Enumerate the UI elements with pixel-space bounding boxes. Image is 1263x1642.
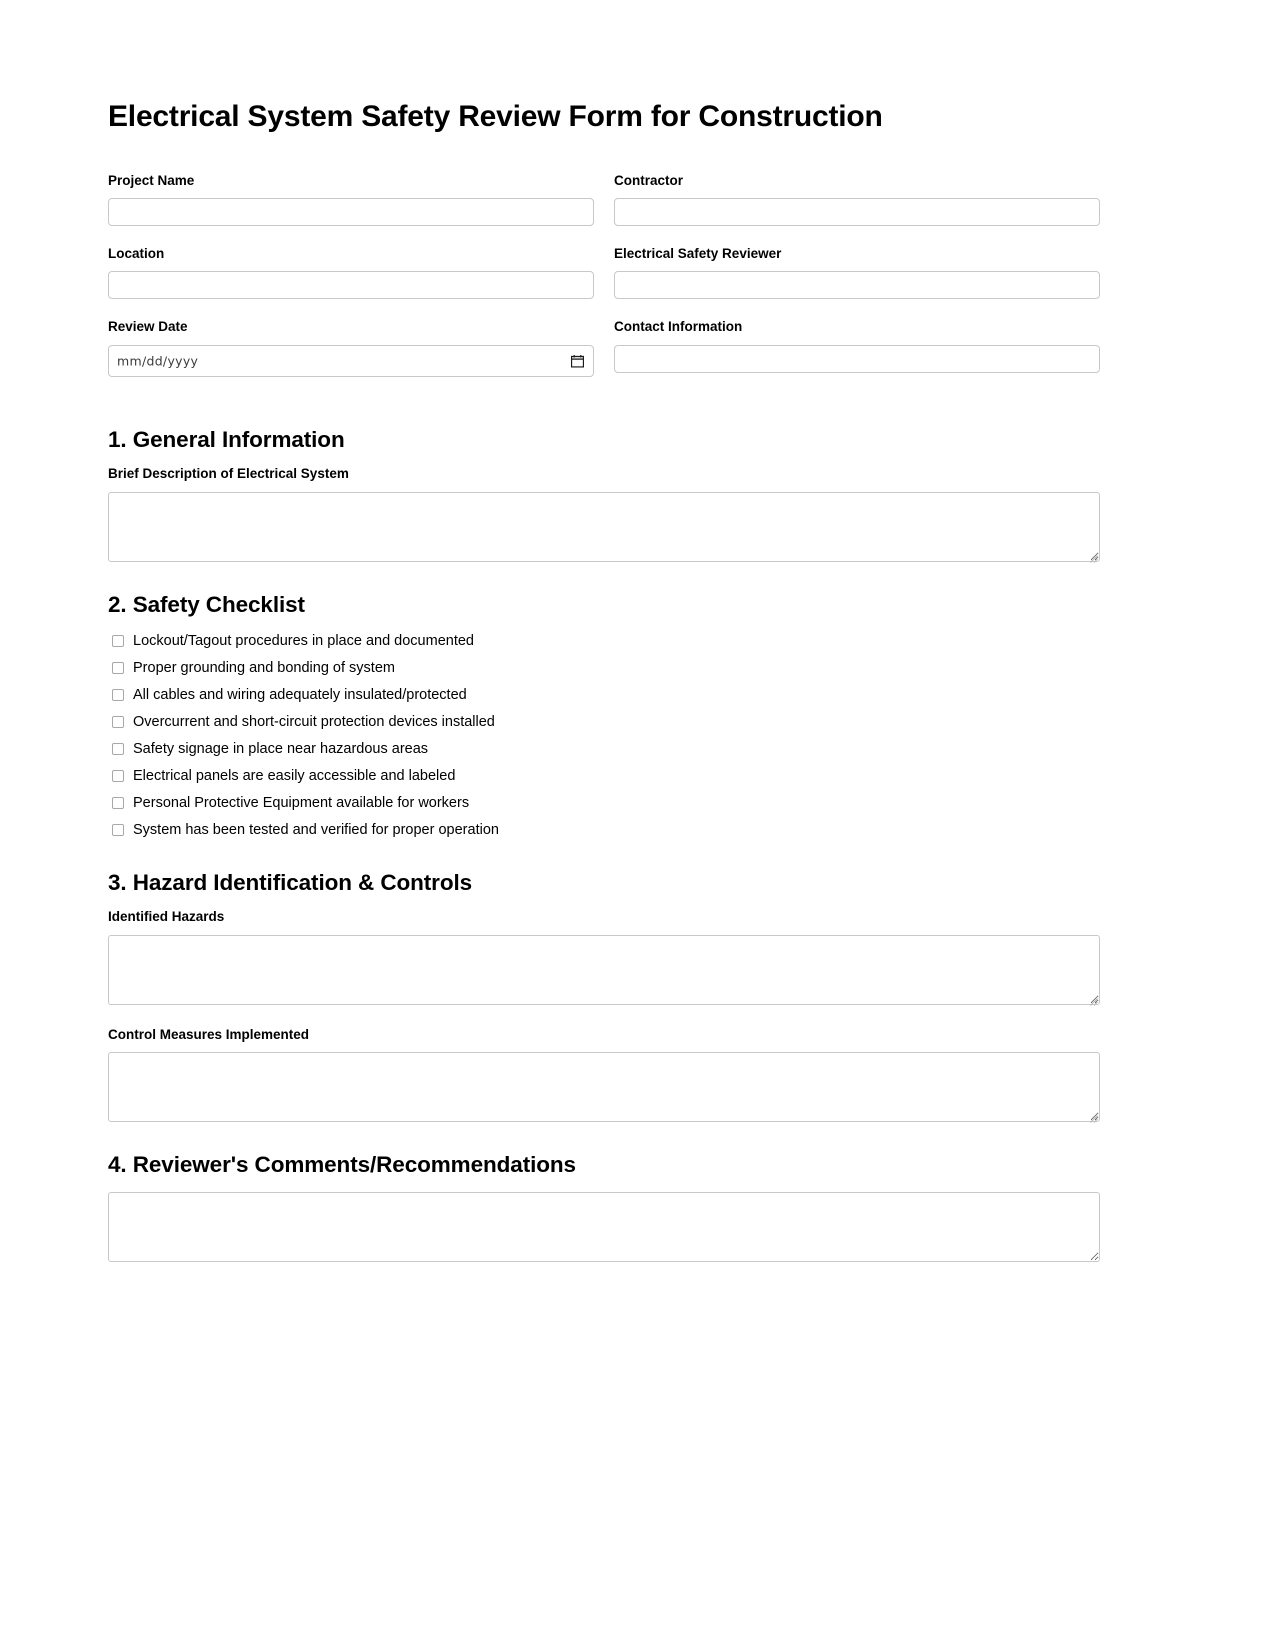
reviewer-comments-wrapper	[108, 1192, 1100, 1262]
reviewer-comments-textarea[interactable]	[108, 1192, 1100, 1262]
checklist-item	[108, 767, 1100, 785]
safety-checklist	[108, 632, 1100, 840]
checkbox-panels-accessible[interactable]	[112, 770, 124, 782]
contact-information-input[interactable]	[614, 345, 1100, 373]
checkbox-overcurrent-protection[interactable]	[112, 716, 124, 728]
checklist-item-label: All cables and wiring adequately insulated/protected	[133, 686, 467, 703]
field-label-review-date: Review Date	[108, 319, 188, 335]
checklist-item-label: Electrical panels are easily accessible and labeled	[133, 768, 456, 785]
checklist-item-label: Lockout/Tagout procedures in place and documented	[133, 632, 474, 649]
brief-description-textarea[interactable]	[108, 492, 1100, 562]
checklist-item-label: Personal Protective Equipment available for workers	[133, 795, 470, 812]
review-date-wrapper	[108, 345, 594, 377]
contractor-input[interactable]	[614, 198, 1100, 226]
checklist-item	[108, 659, 1100, 677]
checklist-item	[108, 632, 1100, 650]
field-review-date	[108, 319, 594, 376]
checklist-item	[108, 713, 1100, 731]
identified-hazards-textarea[interactable]	[108, 935, 1100, 1005]
form-content	[108, 100, 1100, 1262]
control-measures-wrapper	[108, 1052, 1100, 1122]
section-heading-safety-checklist: 2. Safety Checklist	[108, 591, 305, 617]
checklist-item-label: Proper grounding and bonding of system	[133, 659, 395, 676]
section-heading-hazard-identification: 3. Hazard Identification & Controls	[108, 869, 473, 895]
checkbox-cables-insulated[interactable]	[112, 689, 124, 701]
field-label-identified-hazards: Identified Hazards	[108, 909, 225, 925]
field-label-control-measures: Control Measures Implemented	[108, 1026, 310, 1042]
project-name-input[interactable]	[108, 198, 594, 226]
control-measures-textarea[interactable]	[108, 1052, 1100, 1122]
checklist-item-label: Overcurrent and short-circuit protection devices installed	[133, 713, 495, 730]
checkbox-system-tested[interactable]	[112, 824, 124, 836]
checklist-item-label: Safety signage in place near hazardous areas	[133, 741, 429, 757]
checklist-item	[108, 686, 1100, 704]
field-label-contractor: Contractor	[614, 173, 684, 188]
checklist-item	[108, 740, 1100, 758]
field-label-project-name: Project Name	[108, 173, 195, 188]
checklist-item	[108, 821, 1100, 839]
review-date-input[interactable]	[108, 345, 594, 377]
checkbox-ppe-available[interactable]	[112, 797, 124, 809]
field-contact-information	[614, 319, 1100, 376]
field-contractor	[614, 173, 1100, 226]
field-project-name	[108, 173, 594, 226]
electrical-safety-reviewer-input[interactable]	[614, 271, 1100, 299]
section-heading-general-information: 1. General Information	[108, 426, 345, 452]
page-title: Electrical System Safety Review Form for Construction	[108, 100, 883, 133]
field-location	[108, 246, 594, 299]
location-input[interactable]	[108, 271, 594, 299]
brief-description-wrapper	[108, 492, 1100, 562]
spacer	[108, 1005, 1100, 1027]
field-label-contact-information: Contact Information	[614, 319, 743, 335]
identified-hazards-wrapper	[108, 935, 1100, 1005]
header-fields-grid	[108, 173, 1100, 397]
field-label-brief-description: Brief Description of Electrical System	[108, 466, 349, 482]
checklist-item-label: System has been tested and verified for proper operation	[133, 822, 499, 839]
field-label-location: Location	[108, 246, 165, 262]
review-date-placeholder: mm/dd/yyyy	[117, 353, 199, 369]
checklist-item	[108, 794, 1100, 812]
field-electrical-safety-reviewer	[614, 246, 1100, 299]
checkbox-safety-signage[interactable]	[112, 743, 124, 755]
checkbox-lockout-tagout[interactable]	[112, 635, 124, 647]
field-label-electrical-safety-reviewer: Electrical Safety Reviewer	[614, 246, 782, 262]
checkbox-grounding-bonding[interactable]	[112, 662, 124, 674]
section-heading-reviewer-comments: 4. Reviewer's Comments/Recommendations	[108, 1151, 576, 1177]
